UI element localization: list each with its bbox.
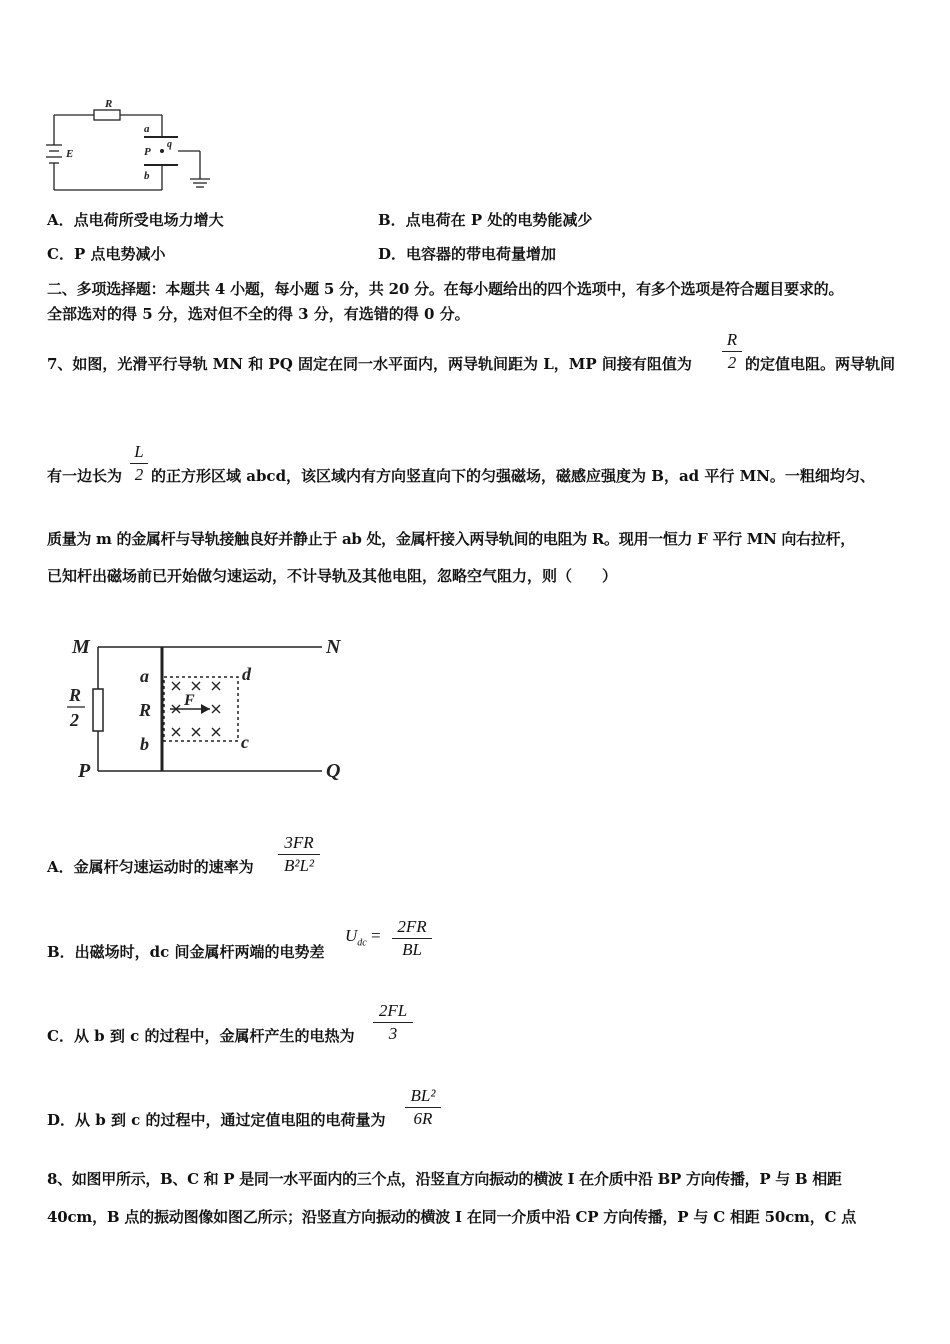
u-symbol: U xyxy=(345,926,358,945)
q7-frac-l-over-2 xyxy=(130,442,148,485)
frac-den: 2 xyxy=(134,465,144,484)
section2-line2: 全部选对的得 5 分，选对但不全的得 3 分，有选错的得 0 分。 xyxy=(47,305,470,323)
q6-option-c: C．P 点电势减小 xyxy=(47,245,166,263)
label-a: a xyxy=(140,666,149,686)
frac-num: L xyxy=(134,442,144,461)
frac-bar xyxy=(722,351,742,352)
q7-line1-b: 的定值电阻。两导轨间 xyxy=(745,355,896,373)
label-R: R xyxy=(105,98,113,110)
label-P: P xyxy=(144,146,151,158)
frac-num: 2FR xyxy=(397,917,427,936)
label-a: a xyxy=(144,123,150,135)
q7-frac-r-over-2 xyxy=(722,330,742,373)
label-b: b xyxy=(140,734,149,754)
frac-bar xyxy=(130,463,148,464)
frac-den: 2 xyxy=(727,353,737,372)
label-d: d xyxy=(242,664,251,684)
frac-num: 2FL xyxy=(378,1001,408,1020)
label-c: c xyxy=(241,732,249,752)
q7-line1-a: 7、如图，光滑平行导轨 MN 和 PQ 固定在同一水平面内，两导轨间距为 L，MP 间接有阻值为 xyxy=(47,355,692,373)
q7-option-b: B．出磁场时，dc 间金属杆两端的电势差 xyxy=(47,943,325,961)
label-E: E xyxy=(66,148,74,160)
q7-option-a-frac xyxy=(278,833,320,876)
frac-bar xyxy=(278,854,320,855)
frac-den: 3 xyxy=(388,1024,398,1043)
frac-den: BL xyxy=(402,940,422,959)
equals-sign: = xyxy=(370,926,381,945)
q7-line2-b: 的正方形区域 abcd，该区域内有方向竖直向下的匀强磁场，磁感应强度为 B，ad 平行 MN。一粗细均匀、 xyxy=(151,467,875,485)
q7-option-d-frac xyxy=(405,1086,441,1129)
q6-option-b: B．点电荷在 P 处的电势能减少 xyxy=(378,211,593,229)
label-rnum: R xyxy=(69,685,82,705)
q6-option-a: A．点电荷所受电场力增大 xyxy=(47,211,224,229)
q6-option-d: D．电容器的带电荷量增加 xyxy=(378,245,557,263)
q7-option-c: C．从 b 到 c 的过程中，金属杆产生的电热为 xyxy=(47,1027,355,1045)
capacitor-circuit-diagram xyxy=(38,95,218,200)
rail-magnetic-field-diagram xyxy=(60,625,360,790)
q7-option-d: D．从 b 到 c 的过程中，通过定值电阻的电荷量为 xyxy=(47,1111,386,1129)
label-q: q xyxy=(167,139,172,150)
frac-den: 6R xyxy=(413,1109,433,1128)
label-b: b xyxy=(144,170,150,182)
q7-line3: 质量为 m 的金属杆与导轨接触良好并静止于 ab 处，金属杆接入两导轨间的电阻为 R。现用一恒力 F 平行 MN 向右拉杆， xyxy=(47,530,855,548)
frac-num: BL² xyxy=(410,1086,436,1105)
label-Q: Q xyxy=(326,760,341,782)
q7-option-c-frac xyxy=(373,1001,413,1044)
q7-option-b-lhs xyxy=(345,926,381,948)
section2-line1: 二、多项选择题：本题共 4 小题，每小题 5 分，共 20 分。在每小题给出的四个选项中，有多个选项是符合题目要求的。 xyxy=(47,280,844,298)
frac-bar xyxy=(405,1107,441,1108)
q7-line2-a: 有一边长为 xyxy=(47,467,123,485)
q7-option-b-frac xyxy=(392,917,432,960)
q7-option-a: A．金属杆匀速运动时的速率为 xyxy=(47,858,254,876)
frac-bar xyxy=(373,1022,413,1023)
label-M: M xyxy=(72,636,90,658)
u-subscript: dc xyxy=(357,937,367,949)
label-P: P xyxy=(78,760,91,782)
frac-den: B²L² xyxy=(283,856,315,875)
label-R: R xyxy=(139,700,152,720)
q8-line1: 8、如图甲所示，B、C 和 P 是同一水平面内的三个点，沿竖直方向振动的横波 I 在介质中沿 BP 方向传播，P 与 B 相距 xyxy=(47,1170,842,1188)
frac-num: R xyxy=(726,330,738,349)
q8-line2: 40cm，B 点的振动图像如图乙所示；沿竖直方向振动的横波 I 在同一介质中沿 CP 方向传播，P 与 C 相距 50cm，C 点 xyxy=(47,1208,857,1226)
label-N: N xyxy=(326,636,341,658)
frac-num: 3FR xyxy=(284,833,314,852)
q7-line4: 已知杆出磁场前已开始做匀速运动，不计导轨及其他电阻，忽略空气阻力，则（ ） xyxy=(47,567,618,585)
label-F: F xyxy=(184,692,195,709)
label-rden: 2 xyxy=(70,710,79,730)
frac-bar xyxy=(392,938,432,939)
